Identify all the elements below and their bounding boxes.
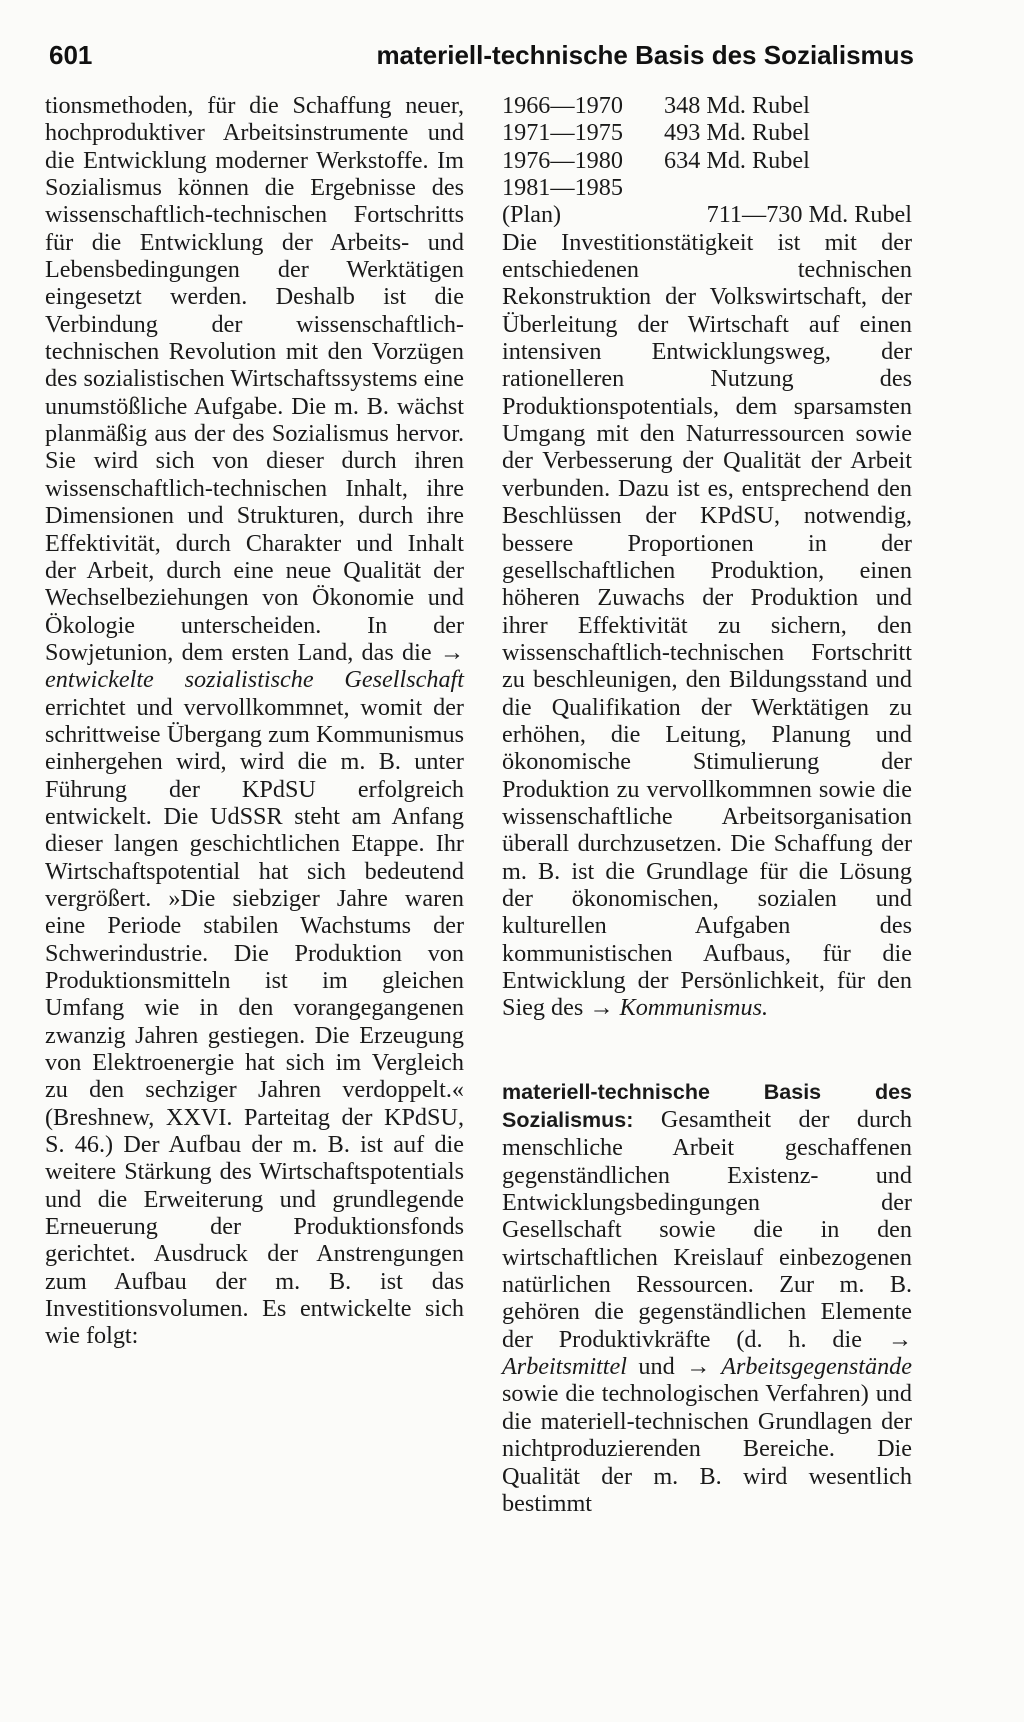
table-row — [502, 147, 912, 174]
period-cell: 1981—1985 — [502, 174, 623, 202]
period-cell: 1966—1970 — [502, 92, 623, 119]
period-cell: 1976—1980 — [502, 146, 623, 174]
table-row — [502, 174, 912, 201]
table-row — [502, 92, 912, 119]
text-run: Die Investitionstätigkeit ist mit der entschiedenen technischen Rekonstruktion der Volkswirtschaft, der Überleitung der Wirtschaft auf einen intensiven Entwicklungsweg, der rationelleren Nutzung des Produktionspotentials, dem sparsamsten Umgang mit den Naturressourcen sowie der Verbesserung der Qualität der Arbeit verbunden. Dazu ist es, entsprechend den Beschlüssen der KPdSU, notwendig, bessere Proportionen in der gesellschaftlichen Produktion, einen höheren Zuwachs der Produktion und ihrer Effektivität zu sichern, den wissenschaftlich-technischen Fortschritt zu beschleunigen, den Bildungsstand und die Qualifikation der Werktätigen zu erhöhen, die Leitung, Planung und ökonomische Stimulierung der Produktion zu vervollkommnen sowie die wissenschaftliche Arbeitsorganisation überall durchzusetzen. Die Schaffung der m. B. ist die Grundlage für die Lösung der ökonomischen, sozialen und kulturellen Aufgaben des kommunistischen Aufbaus, für die Entwicklung der Persönlichkeit, für den Sieg des — [502, 228, 912, 1022]
text-run: und — [638, 1353, 675, 1381]
plan-amount: 711—730 Md. Rubel — [706, 201, 912, 229]
table-row — [502, 201, 912, 228]
table-row — [502, 119, 912, 146]
running-title: materiell-technische Basis des Sozialismus — [376, 40, 914, 70]
plan-label: (Plan) — [502, 201, 562, 229]
period-cell: 1971—1975 — [502, 119, 623, 147]
amount-cell — [664, 174, 912, 201]
entry-lemma: materiell-technische Basis des Sozialismus: — [502, 1079, 912, 1133]
page-header — [49, 40, 914, 80]
text-run: sowie die technologischen Verfahren) und die materiell-technischen Grundlagen der nichtproduzierenden Bereiche. Die Qualität der m. B. wird wesentlich bestimmt — [502, 1380, 912, 1517]
right-column — [502, 92, 912, 1517]
amount-cell: 634 Md. Rubel — [664, 146, 810, 174]
cross-reference-link[interactable]: → entwickelte sozialistische Gesellschaft — [45, 638, 465, 694]
amount-cell: 493 Md. Rubel — [664, 119, 810, 147]
paragraph-continuation — [45, 92, 464, 1350]
paragraph — [502, 229, 912, 1022]
cross-reference-link[interactable]: → Arbeitsmittel — [502, 1325, 912, 1381]
investment-table — [502, 92, 912, 229]
text-run: errichtet und vervollkommnet, womit der schrittweise Übergang zum Kommunismus einhergehen wird, wird die m. B. unter Führung der KPdSU erfolgreich entwickelt. Die UdSSR steht am Anfang dieser langen geschichtlichen Etappe. Ihr Wirtschaftspotential hat sich bedeutend vergrößert. »Die siebziger Jahre waren eine Periode stabilen Wachstums der Schwerindustrie. Die Produktion von Produktionsmitteln ist im gleichen Umfang wie in den vorangegangenen zwanzig Jahren gestiegen. Die Erzeugung von Elektroenergie hat sich im Vergleich zu den sechziger Jahren verdoppelt.« (Breshnew, XXVI. Parteitag der KPdSU, S. 46.) Der Aufbau der m. B. ist auf die weitere Stärkung des Wirtschaftspotentials und die Erweiterung und grundlegende Erneuerung der Produktionsfonds gerichtet. Ausdruck der Anstrengungen zum Aufbau der m. B. ist das Investitionsvolumen. Es entwickelte sich wie folgt: — [45, 693, 464, 1350]
page-number: 601 — [49, 40, 93, 70]
dictionary-entry — [502, 1078, 912, 1518]
amount-cell: 348 Md. Rubel — [664, 92, 810, 119]
text-run: tionsmethoden, für die Schaffung neuer, hochproduktiver Arbeitsinstrumente und die Entwicklung moderner Werkstoffe. Im Sozialismus können die Ergebnisse des wissenschaftlich-technischen Fortschritts für die Entwicklung der Arbeits- und Lebensbedingungen der Werktätigen eingesetzt werden. Deshalb ist die Verbindung der wissenschaftlich-technischen Revolution mit den Vorzügen des sozialistischen Wirtschaftssystems eine unumstößliche Aufgabe. Die m. B. wächst planmäßig aus der des Sozialismus hervor. Sie wird sich von dieser durch ihren wissenschaftlich-technischen Inhalt, ihre Dimensionen und Strukturen, durch ihre Effektivität, durch Charakter und Inhalt der Arbeit, durch eine neue Qualität der Wechselbeziehungen von Ökonomie und Ökologie unterscheiden. In der Sowjetunion, dem ersten Land, das die — [45, 92, 464, 666]
left-column — [45, 92, 464, 1350]
cross-reference-link[interactable]: → Arbeitsgegenstände — [686, 1353, 913, 1381]
cross-reference-link[interactable]: → Kommunismus. — [589, 994, 769, 1022]
entry-spacer — [502, 1022, 912, 1078]
text-run: Gesamtheit der durch menschliche Arbeit geschaffenen gegenständlichen Existenz- und Entwicklungsbedingungen der Gesellschaft sowie die in den wirtschaftlichen Kreislauf einbezogenen natürlichen Ressourcen. Zur m. B. gehören die gegenständlichen Elemente der Produktivkräfte (d. h. die — [502, 1106, 912, 1353]
